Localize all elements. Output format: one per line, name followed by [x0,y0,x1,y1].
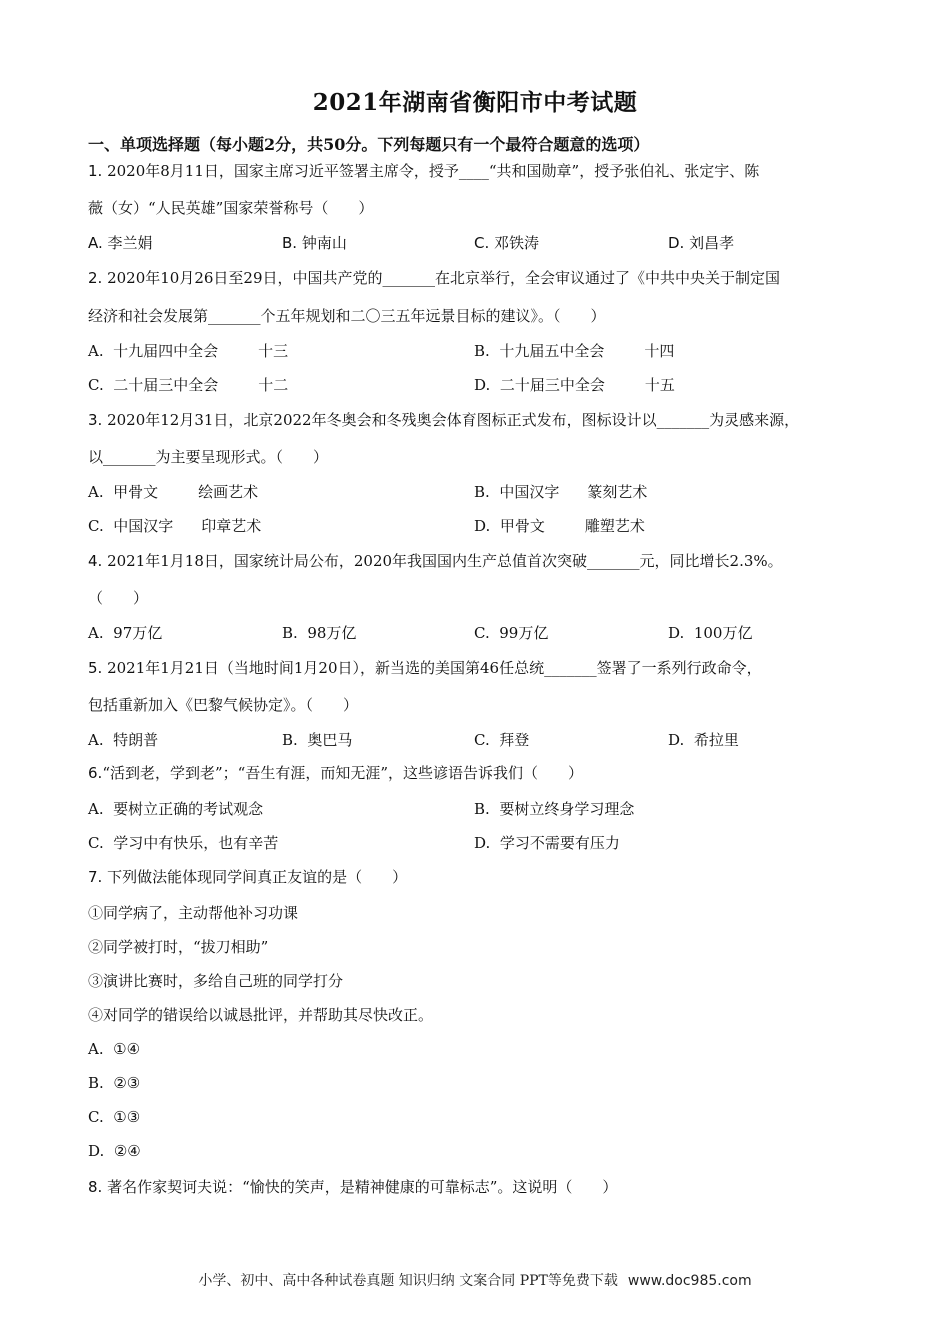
question-text: 著名作家契诃夫说：“愉快的笑声，是精神健康的可靠标志”。这说明（ ） [102,1178,618,1196]
question-7-option-c [88,1108,140,1126]
option-text: 学习中有快乐，也有辛苦 [113,834,279,852]
option-text: 98万亿 [307,624,357,642]
question-text: 2020年10月26日至29日，中国共产党的_______在北京举行，全会审议通过了《中共中央关于制定国 [102,269,781,287]
question-2-option-c [88,374,288,395]
option-letter: A. [88,342,104,360]
option-letter: A. [88,483,104,501]
question-5-option-b [282,729,352,750]
option-letter: A. [88,624,104,642]
question-6-option-d [474,832,620,853]
question-number: 8. [88,1178,103,1196]
option-text-2: 印章艺术 [201,517,262,535]
option-letter: D. [474,834,491,852]
question-2-option-b [474,340,674,361]
question-8-line-1 [88,1176,617,1197]
question-3-line-2: 以_______为主要呈现形式。（ ） [88,448,329,466]
option-text: 二十届三中全会 [113,376,219,394]
question-text: 2020年12月31日，北京2022年冬奥会和冬残奥会体育图标正式发布，图标设计以_______为灵感来源， [102,411,800,429]
option-letter: C. [474,731,490,749]
question-number: 7. [88,868,103,886]
option-letter: A. [88,234,103,252]
question-4-line-2: （ ） [88,589,149,607]
option-text: 李兰娟 [102,234,153,252]
option-letter: C. [88,1108,104,1126]
question-7-option-d [88,1142,141,1160]
option-text: 97万亿 [113,624,163,642]
question-1-option-b [282,232,347,253]
question-text: 2021年1月18日，国家统计局公布，2020年我国国内生产总值首次突破_______元，同比增长2.3%。 [102,552,783,570]
question-number: 3. [88,411,103,429]
option-text: ②③ [113,1074,141,1092]
option-text: 拜登 [499,731,530,749]
question-4-option-d [668,622,752,643]
option-letter: B. [474,800,490,818]
question-6-line-1 [88,762,583,783]
question-number: 6. [88,764,103,782]
option-text: 邓铁涛 [489,234,540,252]
option-letter: B. [282,234,298,252]
option-letter: D. [668,234,685,252]
question-1-line-2: 薇（女）“人民英雄”国家荣誉称号（ ） [88,199,374,217]
question-1-line-1 [88,160,759,181]
question-2-option-d [474,374,675,395]
option-text: 甲骨文 [499,517,545,535]
question-5-option-d [668,729,739,750]
question-6-option-b [474,798,634,819]
option-text: 钟南山 [297,234,347,252]
section-heading: 一、单项选择题（每小题2分，共50分。下列每题只有一个最符合题意的选项） [88,135,650,154]
option-text: 要树立正确的考试观念 [113,800,264,818]
question-7-item-3: ③演讲比赛时，多给自己班的同学打分 [88,972,344,990]
option-letter: D. [474,376,491,394]
option-text: 中国汉字 [113,517,174,535]
option-letter: C. [88,376,104,394]
option-text: ①④ [113,1040,141,1058]
question-text: 2021年1月21日（当地时间1月20日），新当选的美国第46任总统_______签署了一系列行政命令， [102,659,762,677]
question-7-option-a [88,1040,140,1058]
page-title: 2021年湖南省衡阳市中考试题 [312,89,638,116]
option-text-2: 篆刻艺术 [587,483,648,501]
question-text: 下列做法能体现同学间真正友谊的是（ ） [102,868,408,886]
question-6-option-a [88,798,263,819]
question-6-option-c [88,832,278,853]
question-5-line-1 [88,657,762,678]
option-text: 十九届五中全会 [499,342,605,360]
option-text: ①③ [113,1108,141,1126]
option-text-2: 十三 [258,342,289,360]
question-text: 2020年8月11日，国家主席习近平签署主席令，授予____“共和国勋章”，授予张伯礼、张定宇、陈 [102,162,760,180]
option-text-2: 十五 [644,376,675,394]
option-letter: C. [88,834,104,852]
option-text-2: 十二 [258,376,289,394]
option-text: 100万亿 [693,624,753,642]
option-text: 二十届三中全会 [499,376,605,394]
question-2-option-a [88,340,288,361]
question-3-line-1 [88,409,799,430]
option-letter: B. [88,1074,104,1092]
question-7-line-1 [88,866,407,887]
question-2-line-1 [88,267,780,288]
option-letter: C. [474,234,490,252]
option-letter: B. [474,342,490,360]
option-text: 学习不需要有压力 [499,834,620,852]
question-7-option-b [88,1074,140,1092]
question-number: 2. [88,269,103,287]
footer-site-link[interactable]: www.doc985.com [627,1273,752,1289]
option-text: 99万亿 [499,624,549,642]
question-1-option-a [88,232,153,253]
question-2-line-2: 经济和社会发展第_______个五年规划和二〇三五年远景目标的建议》。（ ） [88,307,606,325]
option-letter: A. [88,800,104,818]
question-7-item-4: ④对同学的错误给以诚恳批评，并帮助其尽快改正。 [88,1006,434,1024]
question-4-option-a [88,622,162,643]
question-4-line-1 [88,550,783,571]
option-text: ②④ [113,1142,141,1160]
option-text: 甲骨文 [113,483,159,501]
option-text: 奥巴马 [307,731,353,749]
footer [0,1270,950,1290]
question-1-option-d [668,232,734,253]
option-letter: A. [88,731,104,749]
option-letter: B. [282,731,298,749]
option-text-2: 十四 [644,342,675,360]
option-letter: D. [88,1142,105,1160]
option-letter: A. [88,1040,104,1058]
question-number: 4. [88,552,103,570]
question-5-option-c [474,729,529,750]
option-text: 刘昌孝 [684,234,735,252]
option-letter: B. [282,624,298,642]
question-3-option-a [88,481,258,502]
question-4-option-c [474,622,548,643]
question-1-option-c [474,232,539,253]
question-number: 1. [88,162,103,180]
option-letter: C. [474,624,490,642]
question-3-option-c [88,515,261,536]
question-3-option-b [474,481,647,502]
question-3-option-d [474,515,645,536]
option-text: 希拉里 [693,731,739,749]
question-7-item-1: ①同学病了，主动帮他补习功课 [88,904,299,922]
question-4-option-b [282,622,356,643]
question-7-item-2: ②同学被打时，“拔刀相助” [88,938,269,956]
option-text: 特朗普 [113,731,159,749]
option-text-2: 雕塑艺术 [584,517,645,535]
question-text: “活到老，学到老”；“吾生有涯，而知无涯”，这些谚语告诉我们（ ） [102,764,583,782]
footer-text: 小学、初中、高中各种试卷真题 知识归纳 文案合同 PPT等免费下载 [198,1273,618,1289]
option-letter: C. [88,517,104,535]
option-letter: B. [474,483,490,501]
option-text: 中国汉字 [499,483,560,501]
option-text-2: 绘画艺术 [198,483,259,501]
option-letter: D. [474,517,491,535]
option-letter: D. [668,731,685,749]
question-5-option-a [88,729,158,750]
option-letter: D. [668,624,685,642]
question-number: 5. [88,659,103,677]
question-5-line-2: 包括重新加入《巴黎气候协定》。（ ） [88,696,359,714]
option-text: 要树立终身学习理念 [499,800,635,818]
option-text: 十九届四中全会 [113,342,219,360]
